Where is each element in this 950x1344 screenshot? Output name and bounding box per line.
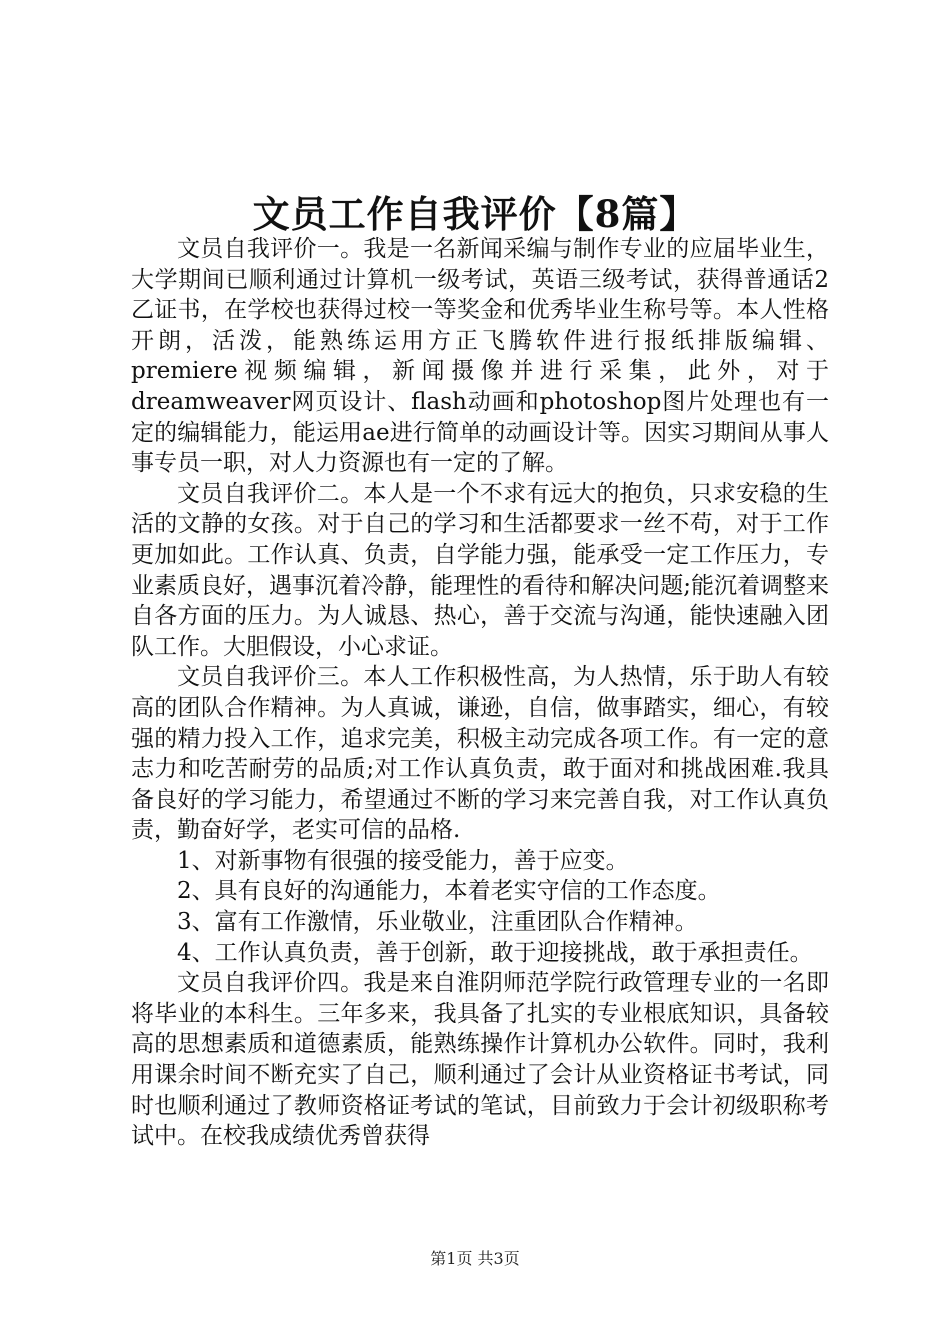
list-item-point-1: 1、对新事物有很强的接受能力，善于应变。 [177,847,629,874]
paragraph-evaluation-one: 文员自我评价一。我是一名新闻采编与制作专业的应届毕业生，大学期间已顺利通过计算机一级考试，英语三级考试，获得普通话2乙证书，在学校也获得过校一等奖金和优秀毕业生称号等。本人性格开朗，活泼，能熟练运用方正飞腾软件进行报纸排版编辑、premiere视频编辑，新闻摄像并进行采集，此外，对于dreamweaver网页设计、flash动画和photoshop图片处理也有一定的编辑能力，能运用ae进行简单的动画设计等。因实习期间从事人事专员一职，对人力资源也有一定的了解。 [131,236,829,477]
list-item-point-2: 2、具有良好的沟通能力，本着老实守信的工作态度。 [177,878,721,905]
list-item-point-3: 3、富有工作激情，乐业敬业，注重团队合作精神。 [177,909,698,936]
paragraph-evaluation-three: 文员自我评价三。本人工作积极性高，为人热情，乐于助人有较高的团队合作精神。为人真诚，谦逊，自信，做事踏实，细心，有较强的精力投入工作，追求完美，积极主动完成各项工作。有一定的意志力和吃苦耐劳的品质;对工作认真负责，敢于面对和挑战困难.我具备良好的学习能力，希望通过不断的学习来完善自我，对工作认真负责，勤奋好学，老实可信的品格. [131,664,829,844]
paragraph-evaluation-two: 文员自我评价二。本人是一个不求有远大的抱负，只求安稳的生活的文静的女孩。对于自己的学习和生活都要求一丝不苟，对于工作更加如此。工作认真、负责，自学能力强，能承受一定工作压力，专业素质良好，遇事沉着冷静，能理性的看待和解决问题;能沉着调整来自各方面的压力。为人诚恳、热心，善于交流与沟通，能快速融入团队工作。大胆假设，小心求证。 [131,480,829,660]
page-number-footer: 第1页 共3页 [430,1249,520,1268]
paragraph-evaluation-four: 文员自我评价四。我是来自淮阴师范学院行政管理专业的一名即将毕业的本科生。三年多来，我具备了扎实的专业根底知识，具备较高的思想素质和道德素质，能熟练操作计算机办公软件。同时，我利用课余时间不断充实了自己，顺利通过了会计从业资格证书考试，同时也顺利通过了教师资格证考试的笔试，目前致力于会计初级职称考试中。在校我成绩优秀曾获得 [131,970,829,1150]
page-title: 文员工作自我评价【8篇】 [252,192,698,236]
document-body [131,234,829,1152]
list-item-point-4: 4、工作认真负责，善于创新，敢于迎接挑战，敢于承担责任。 [177,939,813,966]
